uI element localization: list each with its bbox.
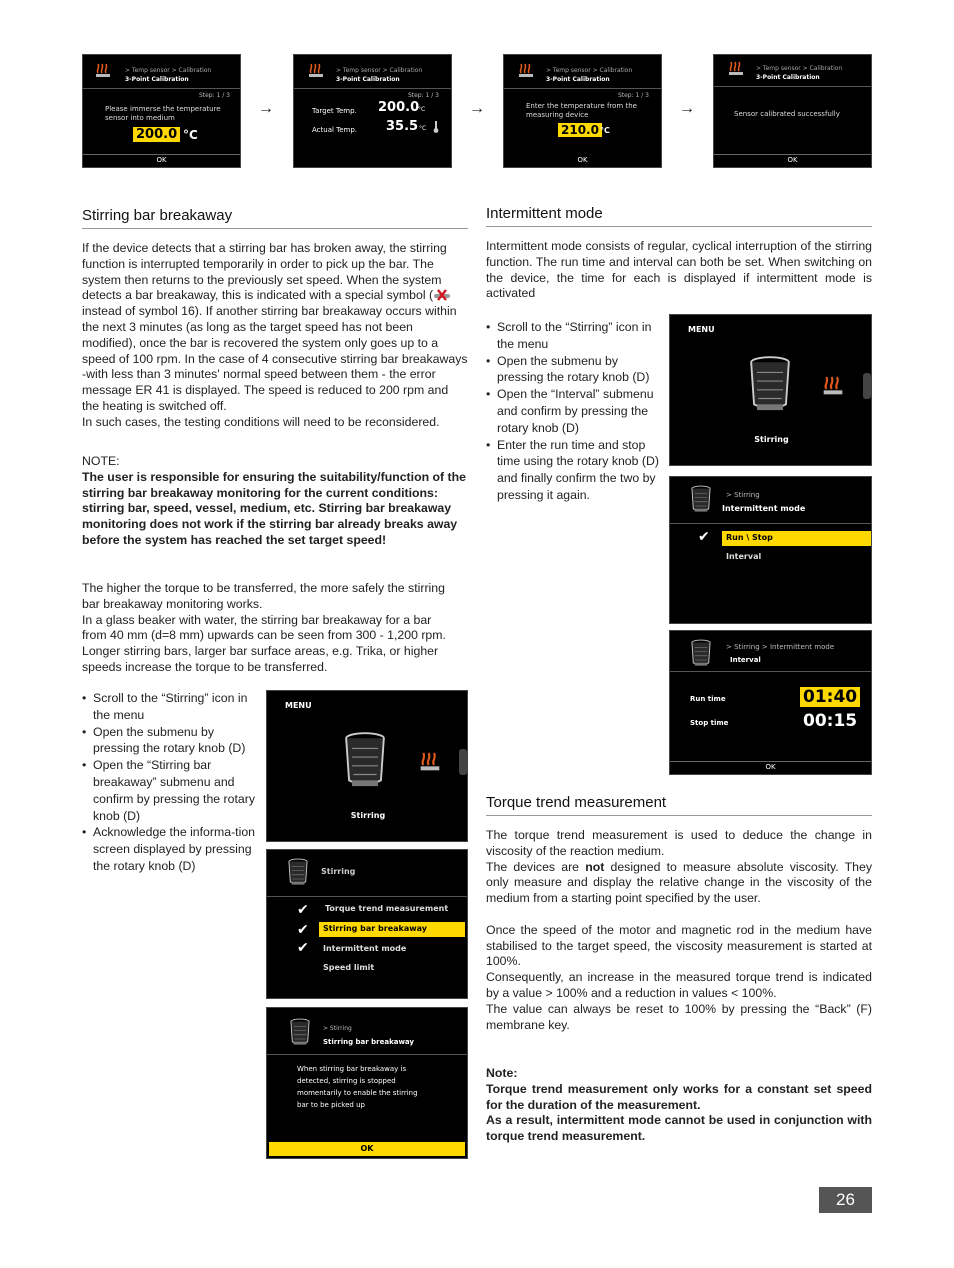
stirring-submenu-screen (266, 849, 468, 999)
screen-title: 3-Point Calibration (336, 76, 400, 83)
section-heading-intermittent-mode: Intermittent mode (486, 205, 603, 222)
section-heading-stirring-bar-breakaway: Stirring bar breakaway (82, 207, 233, 224)
heater-icon (308, 61, 324, 79)
instruction-line-1: Please immerse the temperature (105, 105, 221, 113)
heading-divider (486, 226, 872, 227)
arrow-right-icon: → (469, 100, 485, 117)
ok-button[interactable]: OK (714, 154, 871, 167)
run-time-label: Run time (690, 695, 726, 703)
screen-title: 3-Point Calibration (756, 74, 820, 81)
run-time-value[interactable]: 01:40 (800, 687, 860, 707)
torque-trend-note: Note: Torque trend measurement only works for a constant set speed for the duration of the measurement. As a result, intermittent mode cannot be used in conjunction with torque trend measurement. (486, 1066, 872, 1144)
heater-icon (822, 373, 844, 397)
menu-item-torque-trend[interactable]: Torque trend measurement (325, 904, 449, 913)
thermometer-icon (432, 121, 440, 133)
ok-button[interactable]: OK (577, 156, 588, 164)
stirring-beaker-icon (690, 639, 712, 667)
breadcrumb: > Temp sensor > Calibration (125, 67, 212, 74)
menu-item-speed-limit[interactable]: Speed limit (323, 963, 375, 972)
info-line-2: detected, stirring is stopped (297, 1077, 396, 1085)
info-line-1: When stirring bar breakaway is (297, 1065, 407, 1073)
heading-divider (486, 815, 872, 816)
info-line-3: momentarily to enable the stirring (297, 1089, 418, 1097)
stop-time-value[interactable]: 00:15 (803, 711, 858, 731)
breadcrumb: > Temp sensor > Calibration (336, 67, 423, 74)
breadcrumb: > Stirring (726, 491, 760, 499)
heater-icon (419, 749, 441, 773)
heater-icon (95, 61, 111, 79)
step-indicator: Step: 1 / 3 (617, 92, 649, 99)
breakaway-note (82, 454, 468, 549)
arrow-right-icon: → (258, 100, 274, 117)
screen-title: Stirring bar breakaway (323, 1038, 414, 1046)
actual-temp-value: 35.5 (386, 119, 419, 134)
intermittent-submenu-screen (669, 476, 872, 624)
target-temp-value: 200.0 (378, 100, 420, 115)
menu-screen-stirring (669, 314, 872, 466)
arrow-right-icon: → (679, 100, 695, 117)
menu-item-intermittent-mode[interactable]: Intermittent mode (323, 944, 407, 953)
menu-item-label[interactable]: Stirring (350, 811, 386, 820)
calibration-screen-2 (293, 54, 452, 168)
ok-button[interactable]: OK (670, 761, 871, 774)
list-item: • Open the submenu by pressing the rotary knob (D) (486, 353, 664, 387)
heater-icon (728, 59, 744, 77)
calibration-screen-4 (713, 54, 872, 168)
stirring-beaker-icon (289, 1018, 311, 1046)
next-menu-icon (459, 749, 467, 775)
breadcrumb: > Stirring (323, 1025, 352, 1032)
intermittent-description: Intermittent mode consists of regular, cyclical interruption of the stirring function. The run time and interval can both be set. When switching on the device, the time for each is displayed if intermittent mode is activated (486, 239, 872, 301)
screen-title: 3-Point Calibration (546, 76, 610, 83)
menu-item-run-stop[interactable]: Run \ Stop (722, 531, 872, 546)
check-icon: ✔ (297, 922, 309, 938)
ok-button[interactable]: OK (83, 154, 240, 167)
list-item: • Open the “Stirring bar breakaway” submenu and confirm by pressing the rotary knob (D) (82, 757, 260, 824)
screen-title: Stirring (321, 867, 356, 876)
list-item: • Open the submenu by pressing the rotary knob (D) (82, 724, 260, 758)
temperature-value[interactable]: 200.0 (133, 127, 180, 142)
torque-trend-description: The torque trend measurement is used to deduce the change in viscosity of the reaction medium. The devices are not designed to measure absolute viscosity. They only measure and display the relative change in the viscosity of the medium from a starting point specified by the user. Once the speed of the motor and magnetic rod in the medium have stabilised to the target speed, the viscosity measurement is started at 100%. Consequently, an increase in the measured torque trend is indicated by a value > 100% and a reduction in values < 100%. The value can always be reset to 100% by pressing the “Back” (F) membrane key. (486, 828, 872, 1032)
list-item: • Open the “Interval” submenu and confirm by pressing the rotary knob (D) (486, 386, 664, 436)
step-indicator: Step: 1 / 3 (407, 92, 439, 99)
menu-screen-stirring (266, 690, 468, 842)
breakaway-description: If the device detects that a stirring bar has broken away, the stirring function is interrupted temporarily in order to pick up the bar. The system then returns to the previously set speed. When the system detects a bar breakaway, this is indicated with a special symbol ( instead of symbol 16). If another stirring bar breakaway occurs within the next 3 minutes (as long as the target speed has not been modified), once the bar is recovered the system only goes up to a speed of 100 rpm. In the case of 4 consecutive stirring bar breakaways -with less than 3 minutes' normal speed between them - the error message ER 41 is displayed. The speed is reduced to 200 rpm and the heating is switched off. In such cases, the testing conditions will need to be reconsidered. (82, 241, 468, 429)
menu-item-stirring-bar-breakaway[interactable]: Stirring bar breakaway (319, 922, 465, 937)
list-item: • Acknowledge the informa-tion screen displayed by pressing the rotary knob (D) (82, 824, 260, 874)
actual-temp-unit: °C (419, 125, 427, 132)
interval-time-screen (669, 630, 872, 775)
stirring-beaker-icon (748, 355, 792, 413)
screen-title: Interval (730, 656, 761, 664)
menu-title: MENU (688, 325, 715, 334)
stirring-bar-breakaway-symbol-icon (433, 289, 451, 301)
menu-item-interval[interactable]: Interval (726, 552, 762, 561)
intermittent-steps-list (486, 319, 664, 504)
torque-info: The higher the torque to be transferred, the more safely the stirring bar breakaway monitoring works. In a glass beaker with water, the stirring bar breakaway for a bar from 40 mm (d=8 mm) upwards can be seen from 300 - 1,200 rpm. Longer stirring bars, larger bar surface areas, e.g. Trika, or higher speeds increase the torque to be transferred. (82, 581, 446, 674)
breadcrumb: > Stirring > Intermittent mode (726, 643, 835, 651)
breadcrumb: > Temp sensor > Calibration (546, 67, 633, 74)
heater-icon (518, 61, 534, 79)
temperature-value[interactable]: 210.0 (558, 123, 602, 137)
heading-divider (82, 228, 468, 229)
stirring-beaker-icon (343, 731, 387, 789)
list-item: • Scroll to the “Stirring” icon in the menu (82, 690, 260, 724)
temperature-unit: °C (183, 128, 198, 142)
screen-title: 3-Point Calibration (125, 76, 189, 83)
temperature-unit: °C (600, 126, 610, 135)
actual-temp-label: Actual Temp. (312, 126, 358, 134)
menu-item-label[interactable]: Stirring (754, 435, 789, 444)
note-label: Note: (486, 1066, 518, 1080)
success-message: Sensor calibrated successfully (734, 110, 840, 118)
list-item: • Scroll to the “Stirring” icon in the menu (486, 319, 664, 353)
stirring-beaker-icon (690, 485, 712, 513)
breakaway-info-screen (266, 1007, 468, 1159)
stop-time-label: Stop time (690, 719, 729, 727)
section-heading-torque-trend: Torque trend measurement (486, 794, 667, 811)
next-menu-icon (863, 373, 871, 399)
note-text: The user is responsible for ensuring the suitability/function of the stirring bar breakaway monitoring for the current conditions: stirring bar, speed, vessel, medium, etc. Stirring bar breakaway monitoring does not work if the stirring bar already breaks away before the system has reached the set target speed! (82, 469, 466, 547)
ok-button[interactable]: OK (269, 1142, 465, 1156)
target-temp-unit: °C (418, 106, 426, 113)
check-icon: ✔ (297, 940, 309, 956)
breakaway-steps-list (82, 690, 260, 875)
check-icon: ✔ (297, 902, 309, 918)
instruction-line-1: Enter the temperature from the (526, 102, 637, 110)
page-number: 26 (819, 1187, 872, 1213)
target-temp-label: Target Temp. (312, 107, 357, 115)
check-icon: ✔ (698, 529, 710, 545)
note-label: NOTE: (82, 454, 120, 468)
instruction-line-2: measuring device (526, 111, 589, 119)
instruction-line-2: sensor into medium (105, 114, 175, 122)
step-indicator: Step: 1 / 3 (198, 92, 230, 99)
stirring-beaker-icon (287, 858, 309, 886)
calibration-screen-3 (503, 54, 662, 168)
breadcrumb: > Temp sensor > Calibration (756, 65, 843, 72)
screen-title: Intermittent mode (722, 504, 806, 513)
menu-title: MENU (285, 701, 312, 710)
calibration-screen-1 (82, 54, 241, 168)
info-line-4: bar to be picked up (297, 1101, 365, 1109)
list-item: • Enter the run time and stop time using the rotary knob (D) and finally confirm the two by pressing it again. (486, 437, 664, 504)
